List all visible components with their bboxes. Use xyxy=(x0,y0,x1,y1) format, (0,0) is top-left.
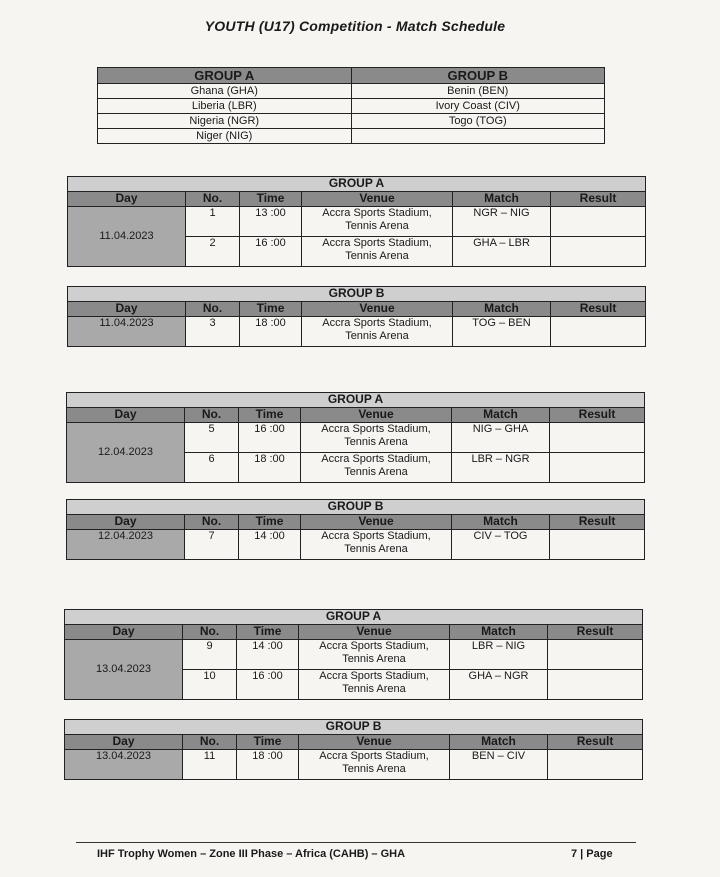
column-header: Result xyxy=(551,302,646,317)
column-header: Venue xyxy=(302,302,453,317)
match-number: 6 xyxy=(185,453,239,483)
venue-line: Tennis Arena xyxy=(342,653,406,665)
schedule-table xyxy=(64,609,643,700)
group-title: GROUP A xyxy=(68,177,646,192)
match-row xyxy=(65,750,643,780)
footer-divider xyxy=(76,842,636,843)
match-day: 13.04.2023 xyxy=(65,640,183,700)
match-venue xyxy=(301,530,452,560)
match-result xyxy=(550,453,645,483)
venue-line: Accra Sports Stadium, xyxy=(319,640,429,652)
match-result xyxy=(548,640,643,670)
column-header: No. xyxy=(185,408,239,423)
match-venue xyxy=(302,317,453,347)
match-result xyxy=(550,423,645,453)
page-number: 7 | Page xyxy=(571,848,613,860)
match-pairing: NIG – GHA xyxy=(452,423,550,453)
venue-line: Tennis Arena xyxy=(342,763,406,775)
venue-line: Tennis Arena xyxy=(342,683,406,695)
match-venue xyxy=(299,750,450,780)
match-venue xyxy=(299,640,450,670)
footer-title: IHF Trophy Women – Zone III Phase – Africa (CAHB) – GHA xyxy=(97,848,406,860)
match-venue xyxy=(302,207,453,237)
match-result xyxy=(548,670,643,700)
match-venue xyxy=(299,670,450,700)
match-row xyxy=(68,207,646,237)
column-header: No. xyxy=(183,625,237,640)
group-title: GROUP B xyxy=(67,500,645,515)
column-header: Venue xyxy=(299,625,450,640)
match-day: 13.04.2023 xyxy=(65,750,183,780)
match-pairing: LBR – NGR xyxy=(452,453,550,483)
schedule-table xyxy=(67,176,646,267)
match-number: 1 xyxy=(186,207,240,237)
column-header: Match xyxy=(452,515,550,530)
group-a-team: Niger (NIG) xyxy=(98,129,352,144)
column-header: Result xyxy=(550,515,645,530)
match-result xyxy=(548,750,643,780)
venue-line: Accra Sports Stadium, xyxy=(322,317,432,329)
match-pairing: GHA – NGR xyxy=(450,670,548,700)
match-pairing: NGR – NIG xyxy=(453,207,551,237)
schedule-table xyxy=(67,286,646,347)
match-time: 16 :00 xyxy=(239,423,301,453)
column-header: No. xyxy=(183,735,237,750)
column-header: Time xyxy=(239,515,301,530)
group-a-team: Liberia (LBR) xyxy=(98,99,352,114)
match-time: 14 :00 xyxy=(237,640,299,670)
group-title: GROUP B xyxy=(68,287,646,302)
column-header: Match xyxy=(450,625,548,640)
column-header: Match xyxy=(453,302,551,317)
match-time: 16 :00 xyxy=(240,237,302,267)
group-a-team: Ghana (GHA) xyxy=(98,84,352,99)
groups-table xyxy=(97,67,605,144)
column-header: Result xyxy=(548,735,643,750)
column-header: Time xyxy=(240,192,302,207)
column-header: Match xyxy=(453,192,551,207)
match-venue xyxy=(301,453,452,483)
match-number: 2 xyxy=(186,237,240,267)
match-time: 18 :00 xyxy=(237,750,299,780)
column-header: Result xyxy=(550,408,645,423)
match-pairing: BEN – CIV xyxy=(450,750,548,780)
match-day: 12.04.2023 xyxy=(67,530,185,560)
column-header: Match xyxy=(452,408,550,423)
column-header: Day xyxy=(68,302,186,317)
column-header: Venue xyxy=(302,192,453,207)
group-b-team xyxy=(351,129,605,144)
venue-line: Accra Sports Stadium, xyxy=(322,207,432,219)
match-result xyxy=(551,317,646,347)
group-title: GROUP A xyxy=(67,393,645,408)
column-header: No. xyxy=(186,192,240,207)
group-b-team: Ivory Coast (CIV) xyxy=(351,99,605,114)
venue-line: Accra Sports Stadium, xyxy=(321,453,431,465)
match-venue xyxy=(301,423,452,453)
match-time: 14 :00 xyxy=(239,530,301,560)
match-venue xyxy=(302,237,453,267)
match-time: 18 :00 xyxy=(240,317,302,347)
match-day: 11.04.2023 xyxy=(68,317,186,347)
schedule-table xyxy=(66,392,645,483)
venue-line: Accra Sports Stadium, xyxy=(319,750,429,762)
venue-line: Tennis Arena xyxy=(345,250,409,262)
column-header: Day xyxy=(67,408,185,423)
venue-line: Accra Sports Stadium, xyxy=(319,670,429,682)
group-a-team: Nigeria (NGR) xyxy=(98,114,352,129)
group-b-team: Benin (BEN) xyxy=(351,84,605,99)
group-a-header: GROUP A xyxy=(98,68,352,84)
match-number: 9 xyxy=(183,640,237,670)
venue-line: Tennis Arena xyxy=(344,543,408,555)
match-number: 3 xyxy=(186,317,240,347)
schedule-table xyxy=(66,499,645,560)
column-header: Time xyxy=(240,302,302,317)
match-row xyxy=(68,317,646,347)
column-header: Match xyxy=(450,735,548,750)
venue-line: Accra Sports Stadium, xyxy=(321,530,431,542)
match-time: 13 :00 xyxy=(240,207,302,237)
column-header: No. xyxy=(186,302,240,317)
group-title: GROUP B xyxy=(65,720,643,735)
column-header: Result xyxy=(551,192,646,207)
column-header: Day xyxy=(67,515,185,530)
match-day: 12.04.2023 xyxy=(67,423,185,483)
match-result xyxy=(550,530,645,560)
venue-line: Accra Sports Stadium, xyxy=(321,423,431,435)
venue-line: Tennis Arena xyxy=(344,466,408,478)
match-row xyxy=(67,530,645,560)
column-header: Time xyxy=(237,735,299,750)
column-header: Time xyxy=(239,408,301,423)
column-header: Day xyxy=(65,625,183,640)
column-header: Day xyxy=(68,192,186,207)
column-header: Venue xyxy=(299,735,450,750)
page-title: YOUTH (U17) Competition - Match Schedule xyxy=(204,18,506,34)
match-time: 18 :00 xyxy=(239,453,301,483)
match-time: 16 :00 xyxy=(237,670,299,700)
match-number: 5 xyxy=(185,423,239,453)
venue-line: Tennis Arena xyxy=(344,436,408,448)
column-header: Venue xyxy=(301,515,452,530)
venue-line: Tennis Arena xyxy=(345,220,409,232)
match-number: 10 xyxy=(183,670,237,700)
match-row xyxy=(67,423,645,453)
group-b-team: Togo (TOG) xyxy=(351,114,605,129)
match-number: 7 xyxy=(185,530,239,560)
column-header: Day xyxy=(65,735,183,750)
column-header: No. xyxy=(185,515,239,530)
match-row xyxy=(65,640,643,670)
match-pairing: CIV – TOG xyxy=(452,530,550,560)
column-header: Result xyxy=(548,625,643,640)
match-pairing: TOG – BEN xyxy=(453,317,551,347)
match-result xyxy=(551,207,646,237)
column-header: Venue xyxy=(301,408,452,423)
venue-line: Accra Sports Stadium, xyxy=(322,237,432,249)
match-pairing: GHA – LBR xyxy=(453,237,551,267)
match-day: 11.04.2023 xyxy=(68,207,186,267)
schedule-table xyxy=(64,719,643,780)
match-result xyxy=(551,237,646,267)
match-number: 11 xyxy=(183,750,237,780)
group-title: GROUP A xyxy=(65,610,643,625)
match-pairing: LBR – NIG xyxy=(450,640,548,670)
group-b-header: GROUP B xyxy=(351,68,605,84)
venue-line: Tennis Arena xyxy=(345,330,409,342)
column-header: Time xyxy=(237,625,299,640)
